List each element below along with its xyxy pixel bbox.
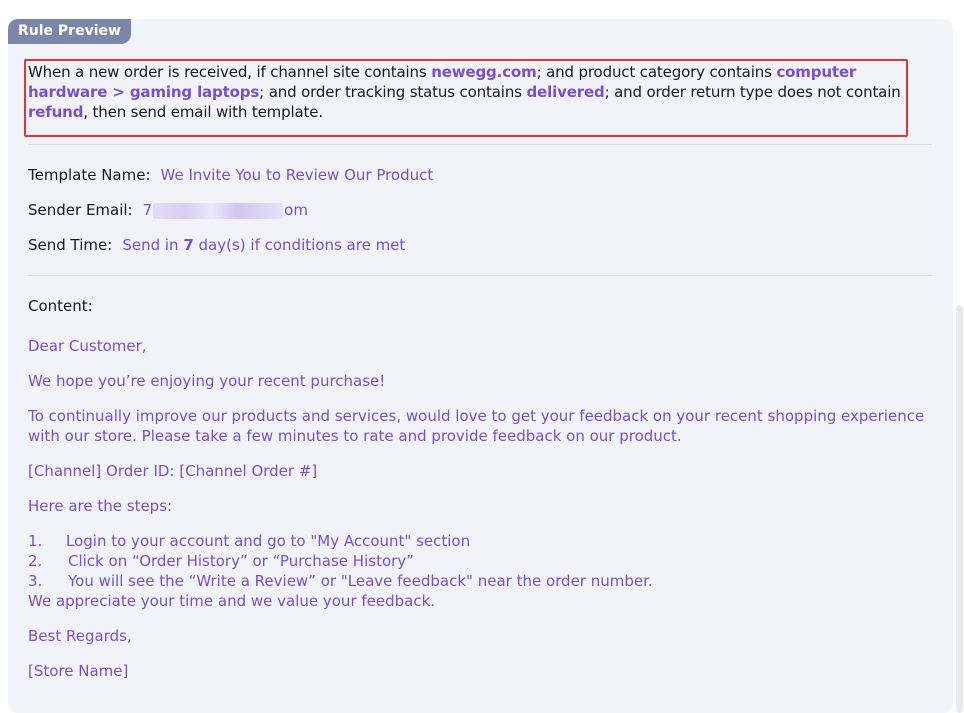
step-item (28, 571, 653, 591)
sender-email-suffix: om (284, 201, 308, 219)
rule-text-part: When a new order is received, if channel site contains (28, 63, 432, 81)
product-category-value: computer hardware > gaming laptops (28, 63, 857, 101)
return-type-value: refund (28, 103, 84, 121)
divider (28, 275, 932, 276)
order-id-line: [Channel] Order ID: [Channel Order #] (28, 462, 318, 480)
rule-text-part: ; and order return type does not contain (604, 83, 901, 101)
sender-email-label: Sender Email: (28, 201, 133, 219)
rule-text-part: , then send email with template. (83, 103, 323, 121)
step-item (28, 531, 470, 551)
divider (28, 144, 932, 145)
template-name-value: We Invite You to Review Our Product (160, 166, 434, 184)
step-text: You will see the “Write a Review” or "Leave feedback" near the order number. (68, 572, 653, 590)
send-time-pre: Send in (122, 236, 184, 254)
rule-text-part: ; and order tracking status contains (259, 83, 527, 101)
email-greeting: Dear Customer, (28, 337, 147, 355)
tracking-status-value: delivered (526, 83, 605, 101)
send-time-days: 7 (183, 236, 194, 254)
template-name-field (28, 165, 433, 185)
channel-site-value: newegg.com (431, 63, 537, 81)
email-line: We appreciate your time and we value your feedback. (28, 592, 436, 610)
scrollbar[interactable] (956, 305, 963, 713)
store-name-placeholder: [Store Name] (28, 662, 129, 680)
template-name-label: Template Name: (28, 166, 151, 184)
steps-intro: Here are the steps: (28, 497, 173, 515)
send-time-label: Send Time: (28, 236, 113, 254)
send-time-value (122, 236, 405, 254)
email-line: We hope you’re enjoying your recent purchase! (28, 372, 386, 390)
email-line: To continually improve our products and services, would love to get your feedback on your recent shopping experience (28, 407, 925, 425)
email-line: with our store. Please take a few minutes to rate and provide feedback on our product. (28, 427, 682, 445)
step-number: 1. (28, 532, 43, 550)
step-number: 3. (28, 572, 43, 590)
sender-email-field (28, 200, 308, 220)
rule-text-part: ; and product category contains (536, 63, 777, 81)
sender-email-prefix: 7 (142, 201, 153, 219)
send-time-field (28, 235, 405, 255)
rule-description (28, 62, 904, 122)
step-text: Click on “Order History” or “Purchase History” (68, 552, 414, 570)
step-number: 2. (28, 552, 43, 570)
redacted-email-blur (153, 203, 283, 219)
step-item (28, 551, 414, 571)
content-label: Content: (28, 297, 93, 315)
email-closing: Best Regards, (28, 627, 132, 645)
rule-preview-tab: Rule Preview (8, 19, 131, 44)
step-text: Login to your account and go to "My Account" section (66, 532, 471, 550)
send-time-post: day(s) if conditions are met (193, 236, 406, 254)
